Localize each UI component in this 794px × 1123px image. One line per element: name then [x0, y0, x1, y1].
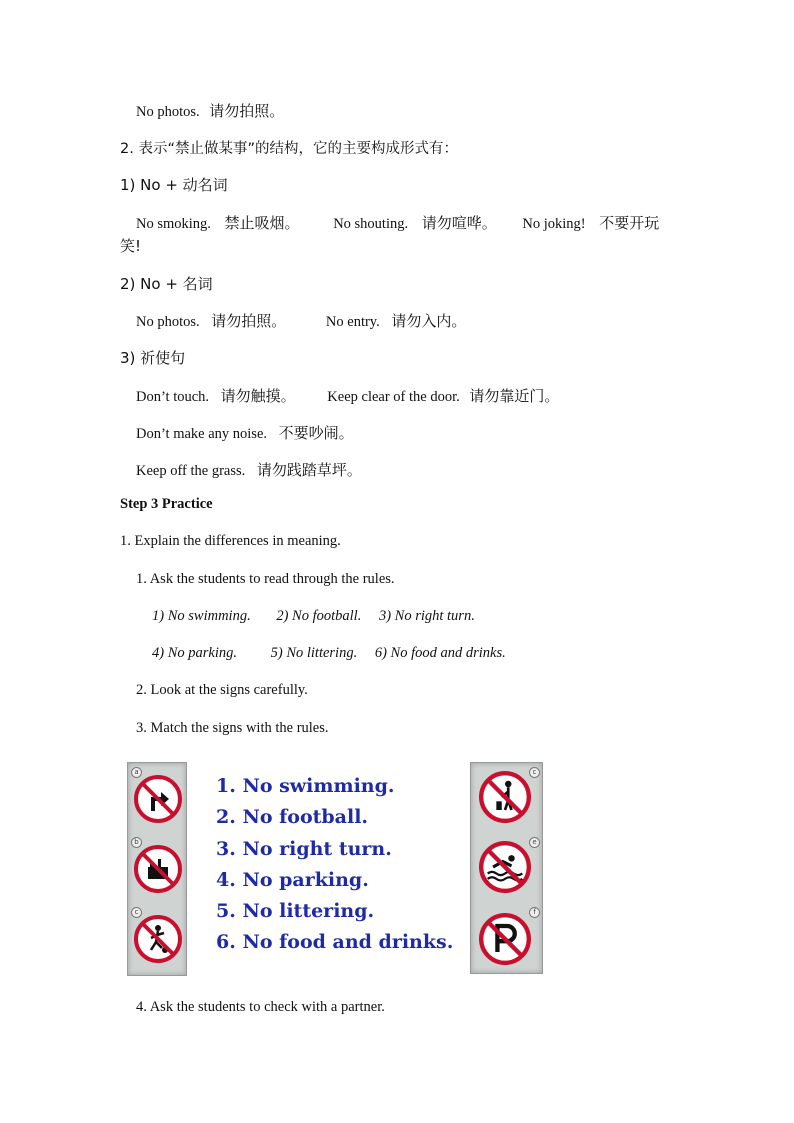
no-food-drinks-icon: [134, 845, 182, 893]
sign-letter: c: [529, 767, 540, 778]
rule-item: 2. No football.: [216, 806, 369, 829]
rule-text: 4) No parking.: [152, 645, 237, 661]
cn-text: 不要吵闹。: [278, 424, 354, 442]
no-right-turn-icon: [134, 775, 182, 823]
no-swimming-icon: [479, 841, 531, 893]
en-text: No joking!: [522, 216, 586, 232]
wrap-text: 笑!: [120, 237, 142, 255]
rule-item: 1. No swimming.: [216, 775, 395, 797]
sign-letter: f: [529, 907, 540, 918]
practice-sub-1: 1. Ask the students to read through the rules.: [136, 571, 395, 587]
cn-text: 不要开玩: [599, 214, 660, 232]
rule-text: 3) No right turn.: [378, 608, 475, 624]
cn-text: 请勿靠近门。: [469, 387, 560, 405]
cn-text: 请勿触摸。: [220, 387, 296, 405]
rule-text: 5) No littering.: [270, 645, 358, 661]
examples-noun: [136, 310, 466, 331]
rule-item: 5. No littering.: [216, 900, 375, 923]
cn-text: 请勿拍照。: [209, 102, 285, 120]
cn-text: 请勿践踏草坪。: [256, 461, 362, 479]
practice-sub-3: 3. Match the signs with the rules.: [136, 720, 329, 736]
rule-text: 2) No football.: [276, 608, 362, 624]
en-text: No photos.: [136, 104, 200, 120]
cn-text: 禁止吸烟。: [224, 214, 300, 232]
item-imperative: [120, 347, 185, 368]
en-text: Keep clear of the door.: [327, 389, 460, 405]
rule-text: 6) No food and drinks.: [374, 645, 506, 661]
cn-text: 请勿拍照。: [211, 312, 287, 330]
practice-sub-2: 2. Look at the signs carefully.: [136, 682, 308, 698]
en-text: No photos.: [136, 314, 200, 330]
item-label: 3) 祈使句: [120, 349, 186, 367]
line-no-photos: [136, 100, 284, 121]
en-text: Don’t touch.: [136, 389, 210, 405]
sign-letter: a: [131, 767, 142, 778]
examples-gerund: [136, 212, 659, 233]
practice-sub-4: 4. Ask the students to check with a partner.: [136, 999, 385, 1015]
structure-heading: 2. 表示“禁止做某事”的结构，它的主要构成形式有：: [120, 141, 458, 157]
sign-letter: e: [529, 837, 540, 848]
right-sign-strip: [470, 762, 543, 974]
examples-imperative-1: [136, 385, 559, 406]
left-sign-strip: [127, 762, 187, 976]
item-label: 1) No + 动名词: [120, 176, 228, 194]
sign-letter: b: [131, 837, 142, 848]
rules-list: [216, 772, 453, 960]
no-football-icon: [134, 915, 182, 963]
en-text: No smoking.: [136, 216, 211, 232]
en-text: No entry.: [325, 314, 380, 330]
rule-item: 4. No parking.: [216, 868, 369, 891]
item-no-noun: [120, 273, 213, 294]
examples-imperative-3: [136, 459, 362, 480]
step-heading: Step 3 Practice: [120, 496, 213, 512]
en-text: Keep off the grass.: [136, 463, 246, 479]
en-text: Don’t make any noise.: [136, 426, 268, 442]
rule-item: 3. No right turn.: [216, 837, 392, 860]
rule-item: 6. No food and drinks.: [216, 931, 454, 954]
rule-text: 1) No swimming.: [152, 608, 251, 624]
no-littering-icon: [479, 771, 531, 823]
item-no-gerund: [120, 174, 228, 195]
cn-text: 请勿喧哗。: [421, 214, 497, 232]
no-parking-icon: [479, 913, 531, 965]
practice-item-1: 1. Explain the differences in meaning.: [120, 533, 341, 549]
en-text: No shouting.: [333, 216, 409, 232]
rules-row-1: [152, 608, 475, 625]
item-label: 2) No + 名词: [120, 275, 213, 293]
cn-text: 请勿入内。: [391, 312, 467, 330]
rules-row-2: [152, 645, 506, 662]
examples-imperative-2: [136, 422, 354, 443]
sign-letter: c: [131, 907, 142, 918]
